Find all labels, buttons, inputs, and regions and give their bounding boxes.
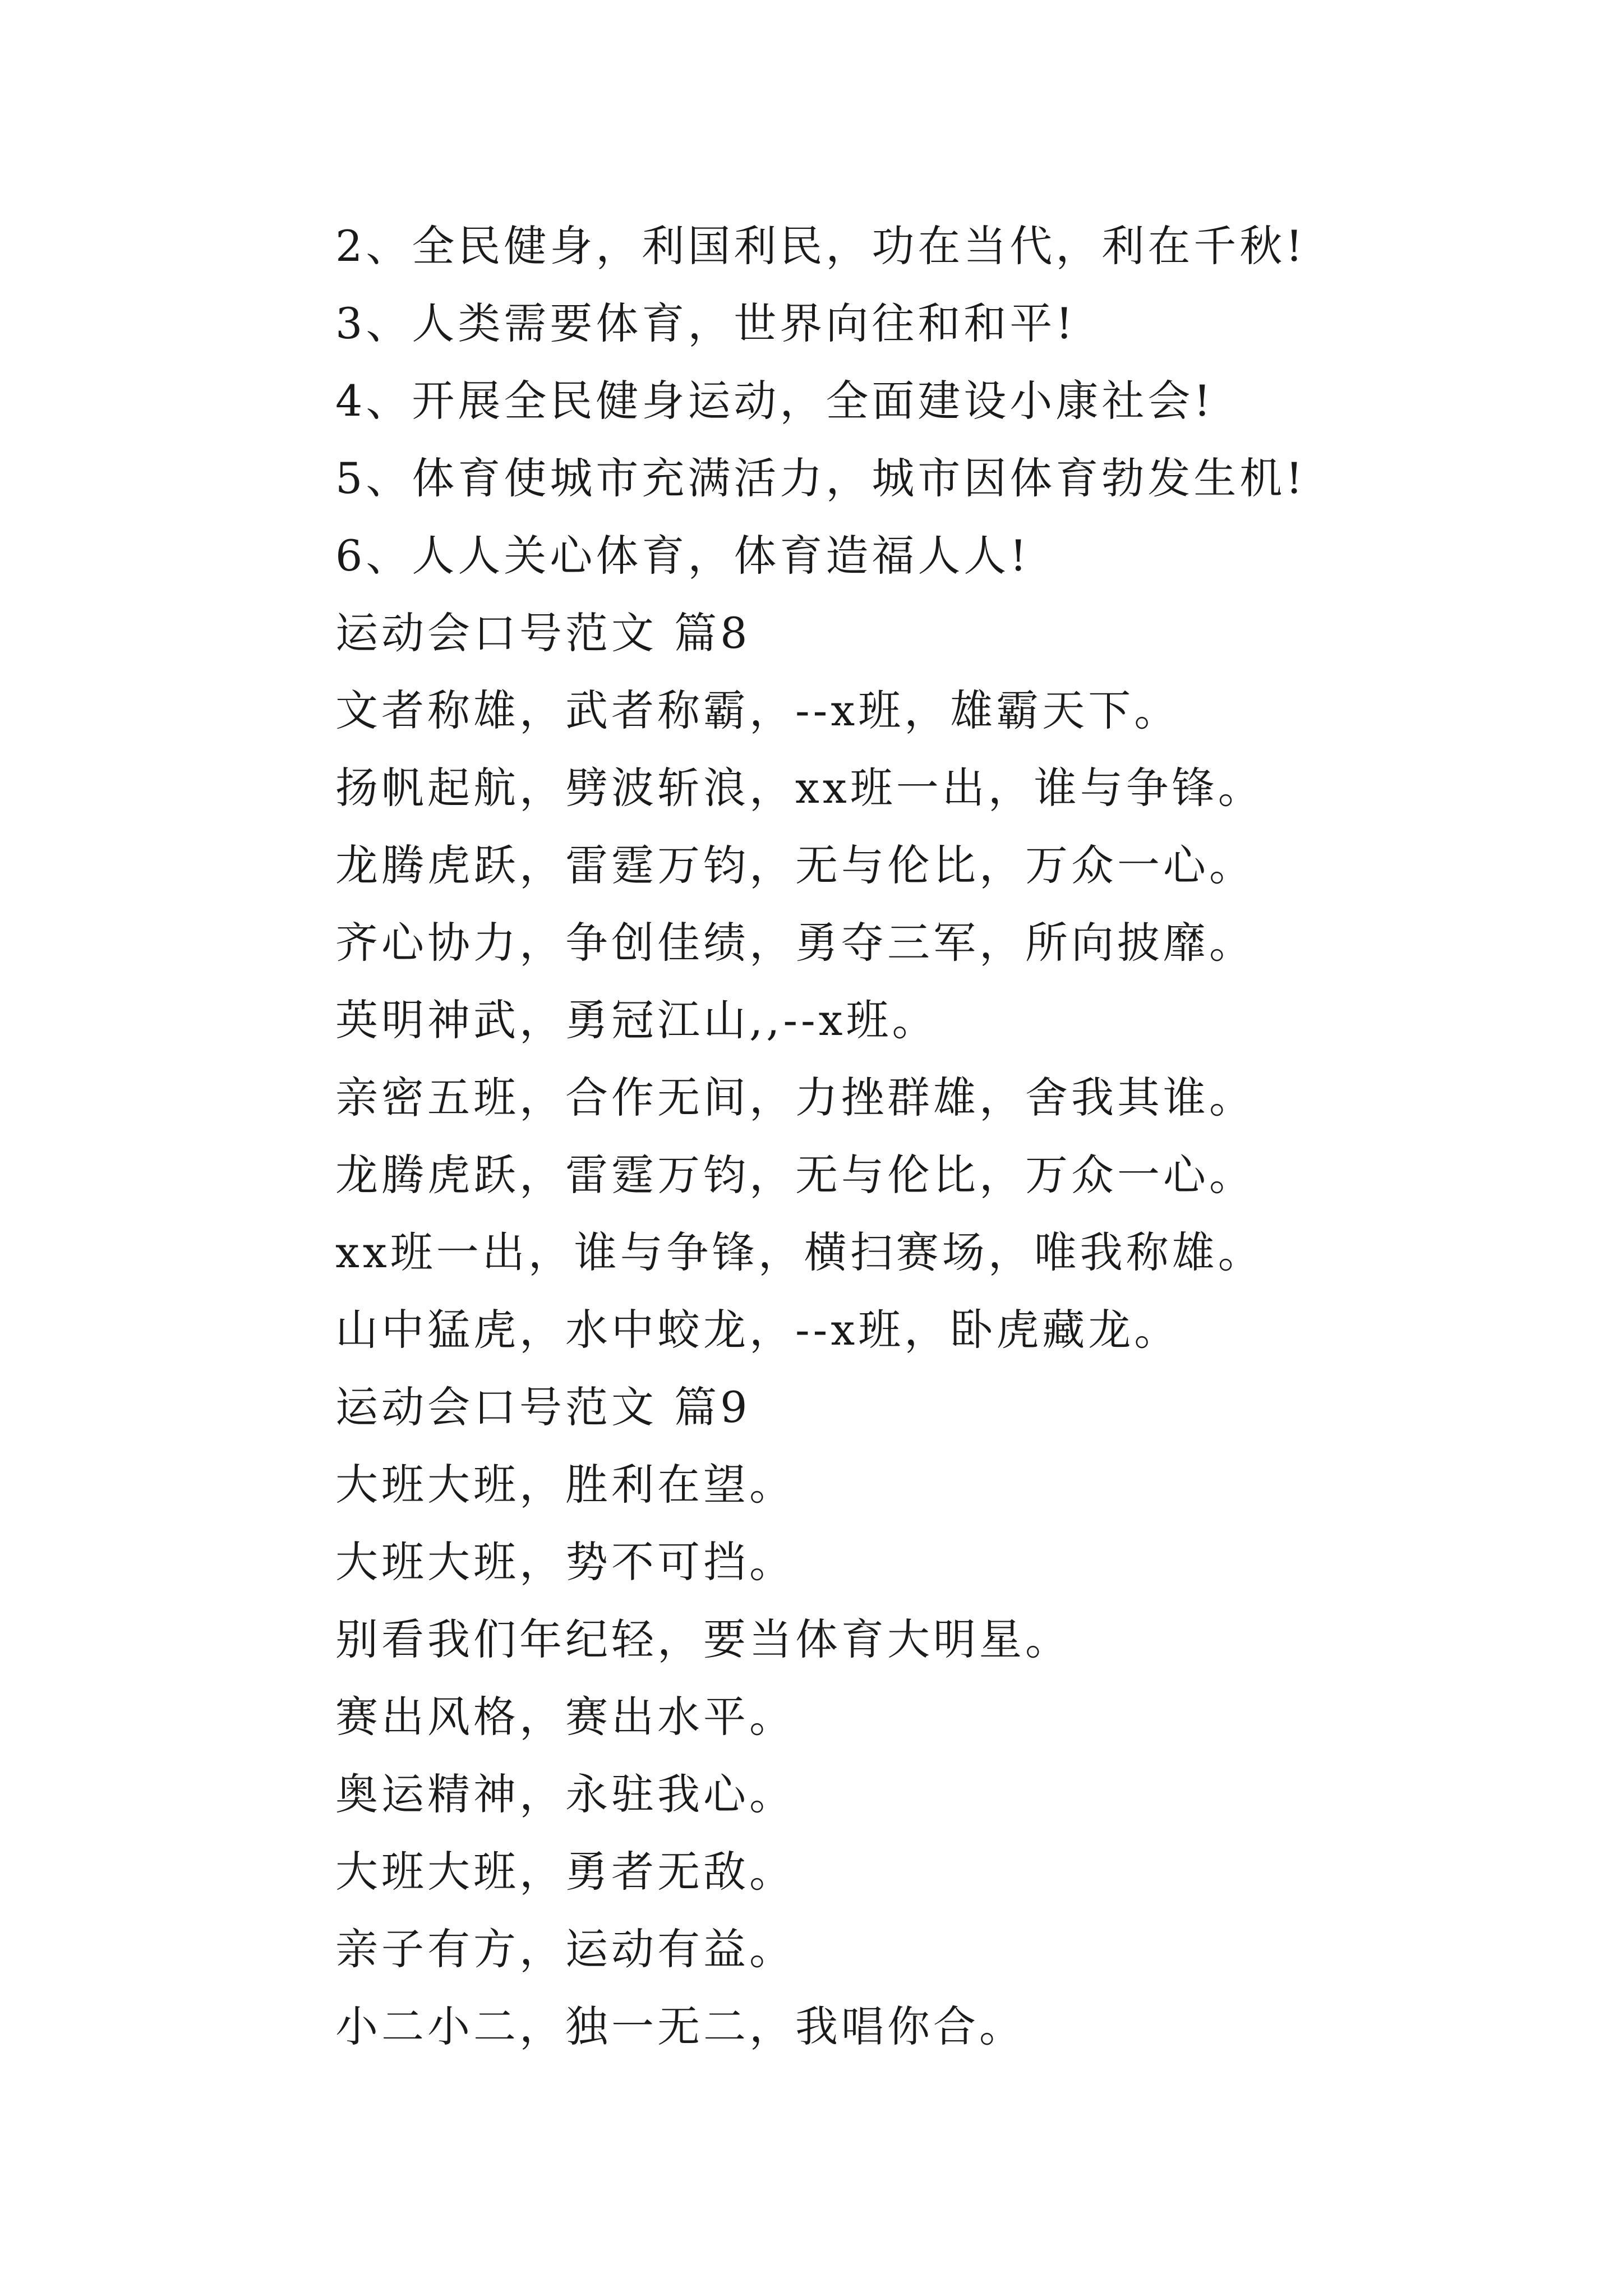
document-body — [335, 208, 1513, 2065]
slogan-line: 齐心协力，争创佳绩，勇夺三军，所向披靡。 — [335, 918, 1255, 968]
slogan-line: 6、人人关心体育，体育造福人人! — [335, 531, 1030, 581]
slogan-line: 文者称雄，武者称霸，--x班，雄霸天下。 — [335, 685, 1181, 735]
slogan-line: 大班大班，胜利在望。 — [335, 1460, 795, 1510]
slogan-line: xx班一出，谁与争锋，横扫赛场，唯我称雄。 — [335, 1227, 1264, 1277]
slogan-line: 龙腾虎跃，雷霆万钧，无与伦比，万众一心。 — [335, 840, 1255, 890]
section-heading: 运动会口号范文 篇8 — [335, 608, 751, 658]
slogan-line: 亲子有方，运动有益。 — [335, 1924, 795, 1974]
slogan-line: 赛出风格，赛出水平。 — [335, 1692, 795, 1742]
slogan-line: 英明神武，勇冠江山,,--x班。 — [335, 995, 938, 1045]
slogan-line: 龙腾虎跃，雷霆万钧，无与伦比，万众一心。 — [335, 1150, 1255, 1200]
slogan-line: 扬帆起航，劈波斩浪，xx班一出，谁与争锋。 — [335, 763, 1264, 813]
slogan-line: 5、体育使城市充满活力，城市因体育勃发生机! — [335, 453, 1306, 503]
slogan-line: 3、人类需要体育，世界向往和和平! — [335, 298, 1076, 348]
section-heading: 运动会口号范文 篇9 — [335, 1382, 751, 1432]
slogan-line: 2、全民健身，利国利民，功在当代，利在千秋! — [335, 221, 1306, 271]
slogan-line: 山中猛虎，水中蛟龙，--x班，卧虎藏龙。 — [335, 1305, 1181, 1355]
slogan-line: 别看我们年纪轻，要当体育大明星。 — [335, 1614, 1071, 1664]
slogan-line: 大班大班，勇者无敌。 — [335, 1847, 795, 1897]
slogan-line: 4、开展全民健身运动，全面建设小康社会! — [335, 376, 1214, 426]
slogan-line: 奥运精神，永驻我心。 — [335, 1769, 795, 1819]
slogan-line: 小二小二，独一无二，我唱你合。 — [335, 2001, 1025, 2051]
slogan-line: 亲密五班，合作无间，力挫群雄，舍我其谁。 — [335, 1073, 1255, 1122]
slogan-line: 大班大班，势不可挡。 — [335, 1537, 795, 1587]
